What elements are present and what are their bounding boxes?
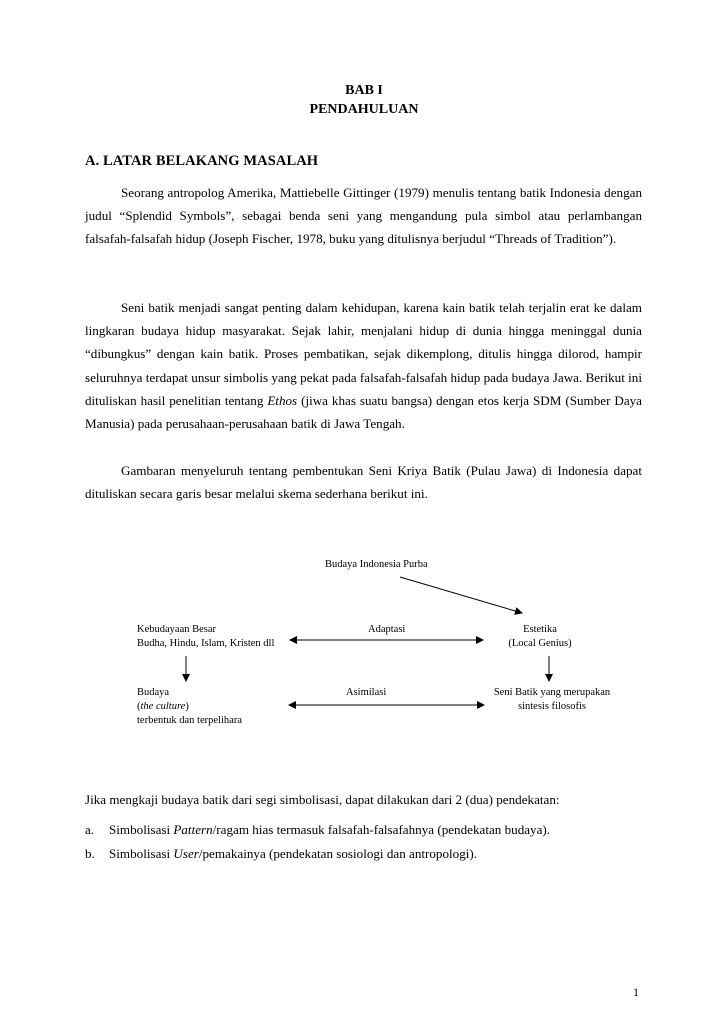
arrow-purba-to-estetika xyxy=(400,577,522,613)
closing-intro: Jika mengkaji budaya batik dari segi simbolisasi, dapat dilakukan dari 2 (dua) pendekatan: xyxy=(85,792,560,807)
seni-batik-sintesis: sintesis filosofis xyxy=(518,701,586,712)
estetika-label: Estetika xyxy=(523,624,557,635)
list-item-b xyxy=(85,846,477,862)
kebudayaan-label: Kebudayaan Besar xyxy=(137,624,217,635)
page-number: 1 xyxy=(633,985,639,999)
paragraph-1: Seorang antropolog Amerika, Mattiebelle Gittinger (1979) menulis tentang batik Indonesia dengan judul “Splendid Symbols”, sebagai benda seni yang mengandung pula simbol atau perlambangan falsafah-falsafah hidup (Joseph Fischer, 1978, buku yang ditulisnya berjudul “Threads of Tradition”). xyxy=(85,185,642,247)
chapter-title: PENDAHULUAN xyxy=(309,102,419,117)
budaya-the-culture xyxy=(137,700,242,714)
node-budaya-indonesia-purba: Budaya Indonesia Purba xyxy=(325,559,428,570)
chapter-number: BAB I xyxy=(345,83,383,98)
node-budaya xyxy=(137,686,242,728)
paren-open: ( xyxy=(137,701,141,712)
node-seni-batik xyxy=(488,686,616,714)
paragraph-3: Gambaran menyeluruh tentang pembentukan Seni Kriya Batik (Pulau Jawa) di Indonesia dapat dituliskan secara garis besar melalui skema sederhana berikut ini. xyxy=(85,463,642,502)
the-culture-text: the culture xyxy=(140,701,186,712)
paragraph-2-ethos: Ethos xyxy=(267,392,298,408)
list-text: /ragam hias termasuk falsafah-falsafahnya (pendekatan budaya). xyxy=(212,822,551,837)
list-text: /pemakainya (pendekatan sosiologi dan antropologi). xyxy=(198,846,478,861)
budaya-label: Budaya xyxy=(137,687,170,698)
list-marker: a. xyxy=(85,822,95,837)
paragraph-2-text-b: (jiwa khas suatu bangsa) dengan etos kerja SDM (Sumber Daya Manusia) pada perusahaan-perusahaan batik di Jawa Tengah. xyxy=(85,392,642,432)
node-kebudayaan-besar xyxy=(137,623,274,651)
label-adaptasi: Adaptasi xyxy=(368,624,406,635)
estetika-local-genius: (Local Genius) xyxy=(508,638,572,649)
budaya-terbentuk: terbentuk dan terpelihara xyxy=(137,715,242,726)
node-estetika xyxy=(494,623,586,651)
seni-batik-label: Seni Batik yang merupakan xyxy=(493,687,611,698)
list-item-a xyxy=(85,822,550,838)
list-text: Simbolisasi xyxy=(109,846,174,861)
paragraph-2-text-a: Seni batik menjadi sangat penting dalam kehidupan, karena kain batik telah terjalin erat ke dalam lingkaran budaya hidup masyarakat. Sejak lahir, menjalani hidup di dunia hingga meninggal dunia “dibungkus” dengan kain batik. Proses pembatikan, sejak dikemplong, ditulis hingga dilorod, hampir seluruhnya terdapat unsur simbolis yang pekat pada falsafah-falsafah hidup pada budaya Jawa. Berikut ini dituliskan hasil penelitian tentang xyxy=(85,300,642,408)
list-emphasis: Pattern xyxy=(173,822,213,837)
kebudayaan-religions: Budha, Hindu, Islam, Kristen dll xyxy=(137,638,275,649)
list-text: Simbolisasi xyxy=(109,822,174,837)
label-asimilasi: Asimilasi xyxy=(346,687,387,698)
list-emphasis: User xyxy=(173,846,199,861)
section-title: A. LATAR BELAKANG MASALAH xyxy=(85,153,319,169)
paren-close: ) xyxy=(185,701,189,712)
list-marker: b. xyxy=(85,846,95,861)
